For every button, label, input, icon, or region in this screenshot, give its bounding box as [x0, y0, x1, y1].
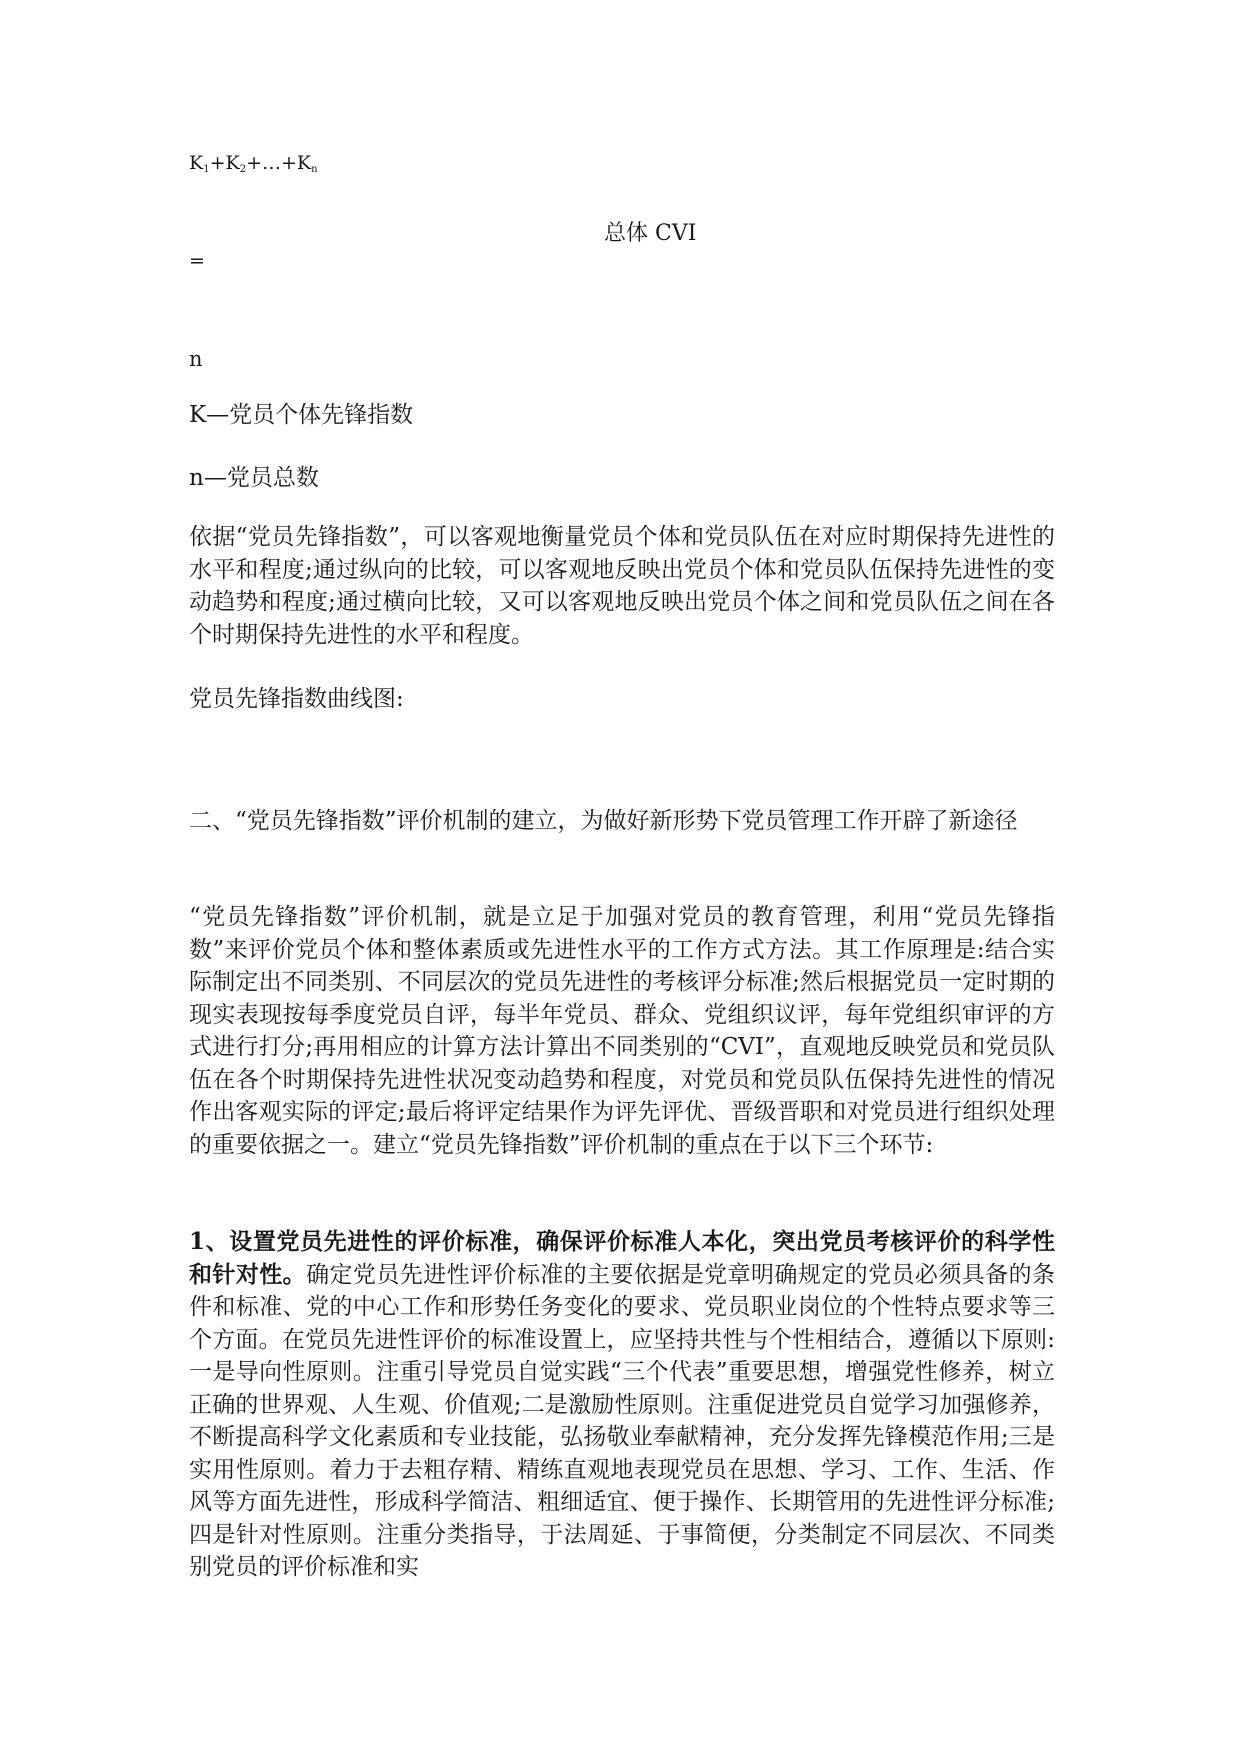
- sub-n: n: [311, 164, 318, 175]
- term-k2: $K_2$: [225, 152, 247, 175]
- term-kn: $K_n$: [296, 152, 318, 175]
- paragraph-mechanism: “党员先锋指数”评价机制，就是立足于加强对党员的教育管理，利用“党员先锋指数”来评价党员个体和整体素质或先进性水平的工作方式方法。其工作原理是:结合实际制定出不同类别、不同层次的党员先进性的考核评分标准;然后根据党员一定时期的现实表现按每季度党员自评，每半年党员、群众、党组织议评，每年党组织审评的方式进行打分;再用相应的计算方法计算出不同类别的“CVI”，直观地反映党员和党员队伍在各个时期保持先进性状况变动趋势和程度，对党员和党员队伍保持先进性的情况作出客观实际的评定;最后将评定结果作为评先评优、晋级晋职和对党员进行组织处理的重要依据之一。建立“党员先锋指数”评价机制的重点在于以下三个环节:: [189, 904, 1055, 1158]
- definition-n: n—党员总数: [189, 465, 319, 491]
- definition-k: K—党员个体先锋指数: [189, 402, 414, 428]
- section-heading-2: 二、“党员先锋指数”评价机制的建立，为做好新形势下党员管理工作开辟了新途径: [189, 808, 1018, 834]
- paragraph-standards-body: 确定党员先进性评价标准的主要依据是党章明确规定的党员必须具备的条件和标准、党的中心工作和形势任务变化的要求、党员职业岗位的个性特点要求等三个方面。在党员先进性评价的标准设置上，应坚持共性与个性相结合，遵循以下原则:一是导向性原则。注重引导党员自觉实践“三个代表”重要思想，增强党性修养，树立正确的世界观、人生观、价值观;二是激励性原则。注重促进党员自觉学习加强修养，不断提高科学文化素质和专业技能，弘扬敬业奉献精神，充分发挥先锋模范作用;三是实用性原则。着力于去粗存精、精练直观地表现党员在思想、学习、工作、生活、作风等方面先进性，形成科学简洁、粗细适宜、便于操作、长期管用的先进性评分标准;四是针对性原则。注重分类指导，于法周延、于事简便，分类制定不同层次、不同类别党员的评价标准和实: [189, 1261, 1056, 1580]
- term-ellipsis: …: [262, 152, 281, 174]
- paragraph-standards-heading: 1、设置党员先进性的评价标准，确保评价标准人本化，突出党员考核评价的科学性和针对性。: [189, 1228, 1055, 1288]
- paragraph-chart-caption: 党员先锋指数曲线图:: [189, 686, 404, 712]
- sub-2: 2: [239, 164, 247, 175]
- formula-title: 总体 CVI: [604, 221, 697, 246]
- paragraph-standards: [189, 1226, 1055, 1584]
- formula-equals: =: [189, 250, 205, 272]
- formula-denominator: n: [189, 347, 203, 371]
- paragraph-index-usage: 依据“党员先锋指数”，可以客观地衡量党员个体和党员队伍在对应时期保持先进性的水平和程度;通过纵向的比较，可以客观地反映出党员个体和党员队伍保持先进性的变动趋势和程度;通过横向比较，又可以客观地反映出党员个体之间和党员队伍之间在各个时期保持先进性的水平和程度。: [189, 524, 1055, 648]
- sub-1: 1: [203, 164, 210, 175]
- formula-numerator: $K_1+K_2+\dots+K_n$: [189, 152, 318, 175]
- term-k1: $K_1$: [189, 152, 210, 175]
